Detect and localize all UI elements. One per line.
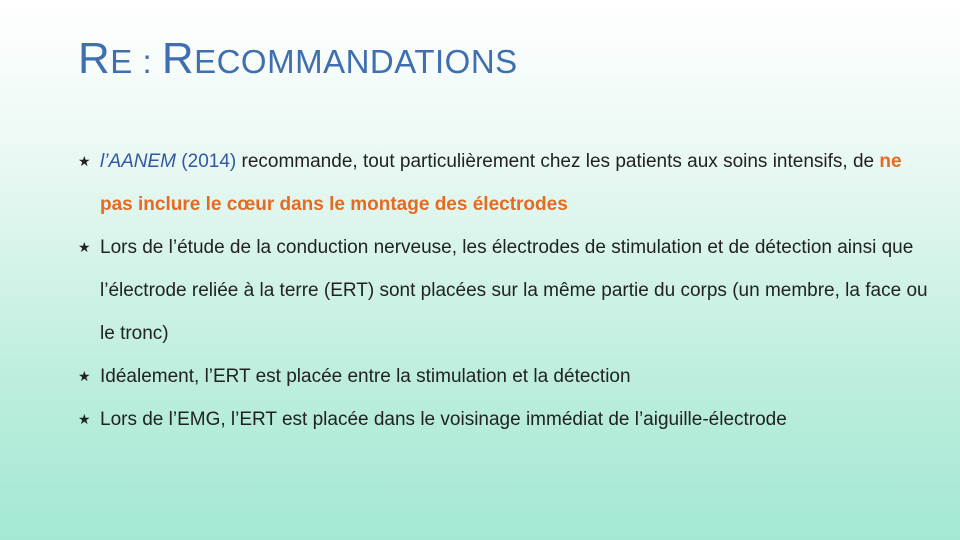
bullet-text-part: recommande, tout particulièrement chez les patients aux soins intensifs, de [236, 151, 880, 172]
slide-title [78, 34, 518, 84]
aanem-label: l’AANEM [100, 151, 177, 172]
title-rest: ECOMMANDATIONS [194, 43, 518, 80]
star-bullet-icon: ★ [78, 239, 91, 255]
bullet-text: Lors de l’étude de la conduction nerveuse, les électrodes de stimulation et de détection ainsi que l’électrode reliée à la terre (ERT) sont placées sur la même partie du corps (un membre, la face ou le tronc) [100, 237, 928, 344]
title-letter-r2: R [161, 34, 195, 83]
highlight-text: ne pas inclure le cœur dans le montage des électrodes [100, 151, 902, 215]
bullet-text: Idéalement, l’ERT est placée entre la stimulation et la détection [100, 366, 631, 387]
bullet-list [78, 140, 938, 441]
bullet-item [78, 140, 938, 226]
star-bullet-icon: ★ [78, 368, 91, 384]
title-separator: : [132, 43, 162, 80]
bullet-item [78, 398, 938, 441]
title-letter-e: E [110, 43, 133, 80]
star-bullet-icon: ★ [78, 153, 91, 169]
star-bullet-icon: ★ [78, 411, 91, 427]
aanem-year: (2014) [176, 151, 237, 172]
bullet-text [100, 140, 938, 226]
bullet-item [78, 226, 938, 355]
bullet-item [78, 355, 938, 398]
title-letter-r1: R [78, 34, 111, 83]
bullet-text: Lors de l’EMG, l’ERT est placée dans le voisinage immédiat de l’aiguille-électrode [100, 409, 787, 430]
